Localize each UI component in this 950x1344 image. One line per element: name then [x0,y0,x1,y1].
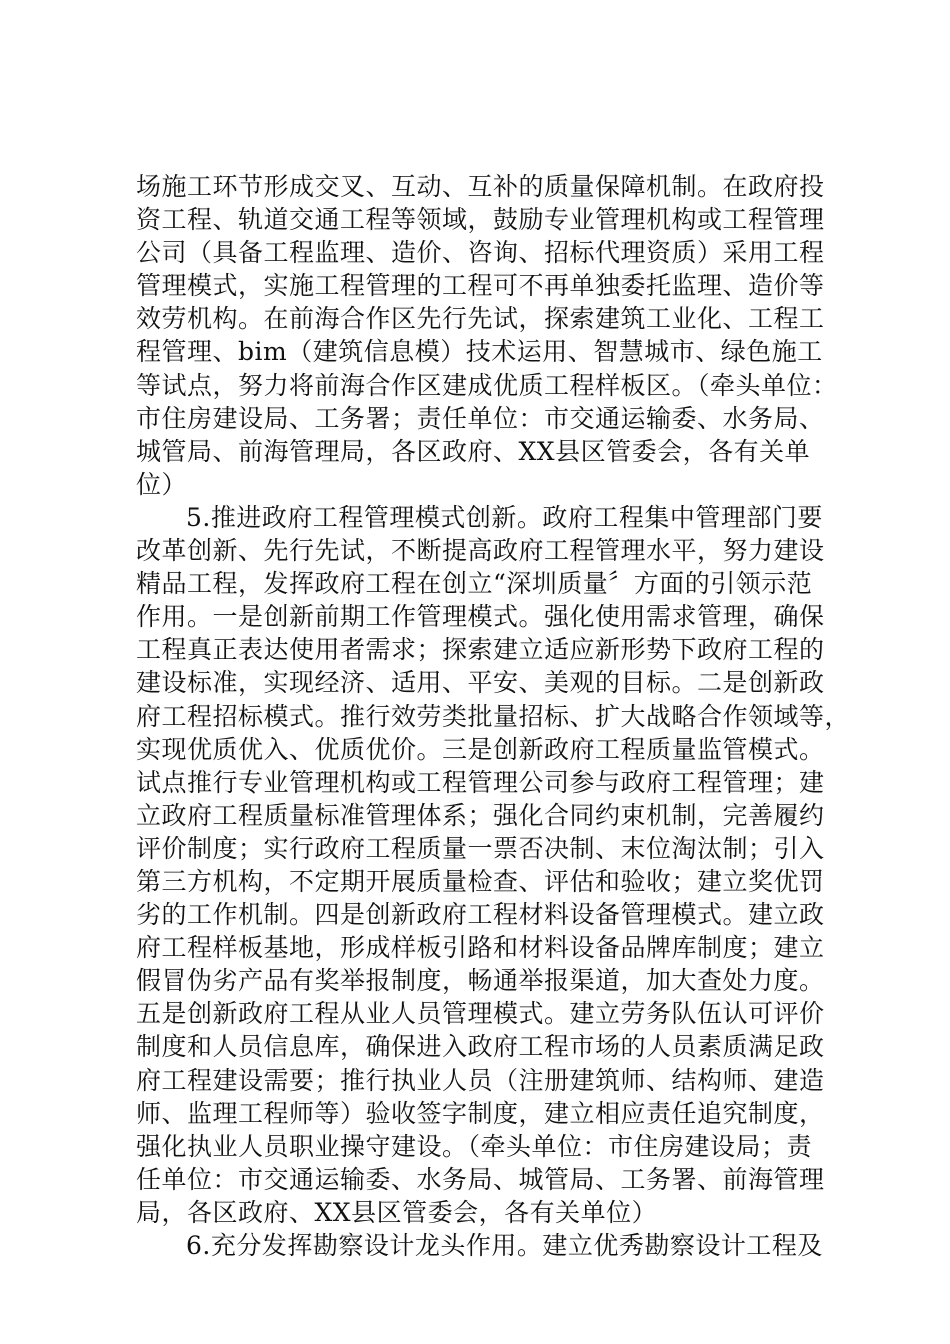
text-line: 市住房建设局、工务署；责任单位：市交通运输委、水务局、 [136,403,825,433]
text-line: 作用。一是创新前期工作管理模式。强化使用需求管理，确保 [136,602,825,632]
text-line: 府工程招标模式。推行效劳类批量招标、扩大战略合作领域等， [136,701,851,731]
text-line: 等试点，努力将前海合作区建成优质工程样板区。（牵头单位： [136,370,838,400]
text-line: 场施工环节形成交叉、互动、互补的质量保障机制。在政府投 [136,172,825,201]
text-line: 立政府工程质量标准管理体系；强化合同约束机制，完善履约 [136,800,825,830]
text-line: 劣的工作机制。四是创新政府工程材料设备管理模式。建立政 [136,900,825,930]
text-line: 管理模式，实施工程管理的工程可不再单独委托监理、造价等 [136,271,825,301]
text-line: 程管理、bim（建筑信息模）技术运用、智慧城市、绿色施工 [136,337,823,367]
text-line: 精品工程，发挥政府工程在创立“深圳质量〞方面的引领示范 [136,569,813,599]
text-line: 制度和人员信息库，确保进入政府工程市场的人员素质满足政 [136,1032,825,1062]
text-line: 五是创新政府工程从业人员管理模式。建立劳务队伍认可评价 [136,999,825,1029]
text-line: 效劳机构。在前海合作区先行先试，探索建筑工业化、工程工 [136,304,825,334]
text-line: 公司（具备工程监理、造价、咨询、招标代理资质）采用工程 [136,238,825,268]
text-line: 位） [136,469,188,499]
text-line: 第三方机构，不定期开展质量检查、评估和验收；建立奖优罚 [136,866,825,896]
text-line: 实现优质优入、优质优价。三是创新政府工程质量监管模式。 [136,734,825,764]
text-line: 改革创新、先行先试，不断提高政府工程管理水平，努力建设 [136,536,825,566]
text-line: 府工程样板基地，形成样板引路和材料设备品牌库制度；建立 [136,933,825,963]
text-line: 评价制度；实行政府工程质量一票否决制、末位淘汰制；引入 [136,833,825,863]
text-line: 任单位：市交通运输委、水务局、城管局、工务署、前海管理 [136,1164,825,1194]
text-line: 资工程、轨道交通工程等领域，鼓励专业管理机构或工程管理 [136,205,825,235]
paragraph-6-heading-line: 6.充分发挥勘察设计龙头作用。建立优秀勘察设计工程及 [186,1231,823,1260]
text-line: 局，各区政府、XX县区管委会，各有关单位） [136,1197,658,1227]
text-line: 试点推行专业管理机构或工程管理公司参与政府工程管理；建 [136,767,825,797]
text-line: 建设标准，实现经济、适用、平安、美观的目标。二是创新政 [136,668,825,698]
text-line: 城管局、前海管理局，各区政府、XX县区管委会，各有关单 [136,436,811,466]
paragraph-5-heading-line: 5.推进政府工程管理模式创新。政府工程集中管理部门要 [186,502,823,532]
text-line: 工程真正表达使用者需求；探索建立适应新形势下政府工程的 [136,635,825,665]
text-line: 强化执业人员职业操守建设。（牵头单位：市住房建设局；责 [136,1131,813,1161]
text-line: 府工程建设需要；推行执业人员（注册建筑师、结构师、建造 [136,1065,825,1095]
text-line: 师、监理工程师等）验收签字制度，建立相应责任追究制度， [136,1098,825,1128]
body-text [136,170,851,1262]
text-line: 假冒伪劣产品有奖举报制度，畅通举报渠道，加大查处力度。 [136,966,825,996]
